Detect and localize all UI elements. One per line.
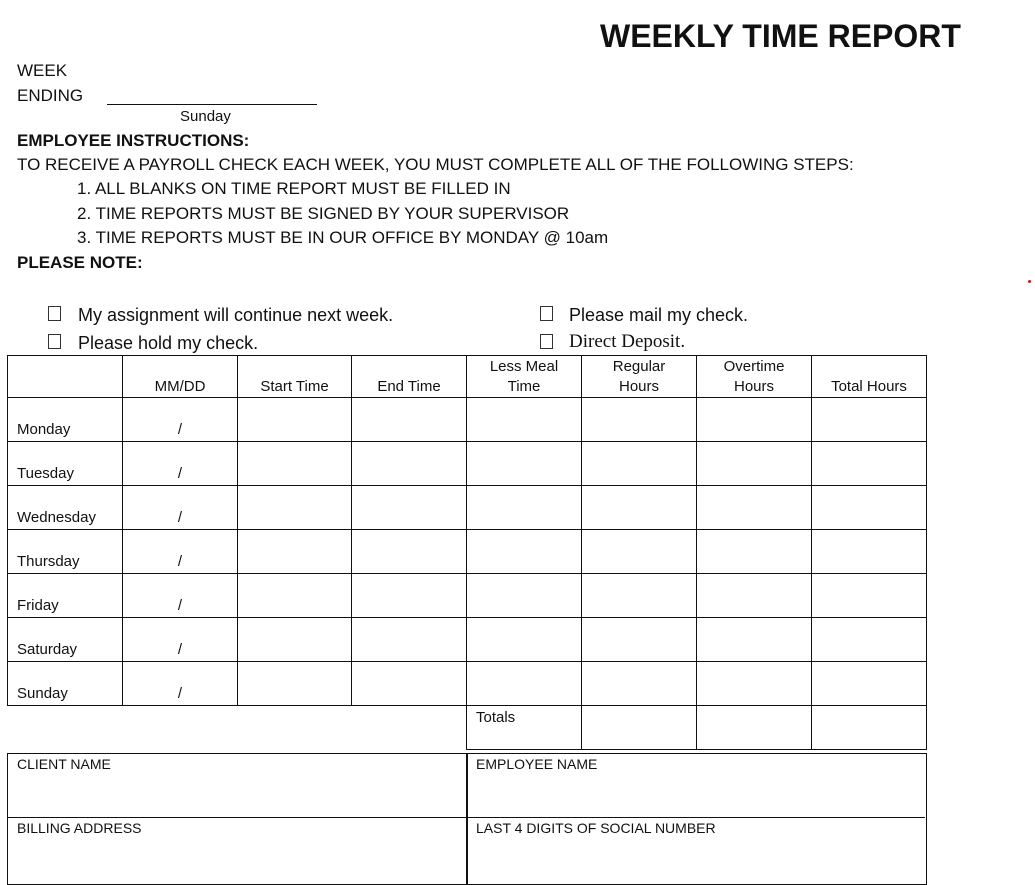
meal-time-cell[interactable] (467, 662, 582, 706)
meal-time-cell[interactable] (467, 442, 582, 486)
table-row (8, 662, 927, 706)
total-hours-cell[interactable] (812, 442, 927, 486)
meal-time-cell[interactable] (467, 530, 582, 574)
day-name: Tuesday (8, 442, 123, 486)
header-total-hours: Total Hours (812, 356, 927, 398)
overtime-hours-cell[interactable] (697, 398, 812, 442)
continue-assignment-label: My assignment will continue next week. (78, 305, 394, 325)
day-name: Sunday (8, 662, 123, 706)
regular-hours-cell[interactable] (582, 442, 697, 486)
regular-hours-cell[interactable] (582, 618, 697, 662)
total-hours-cell[interactable] (812, 486, 927, 530)
day-name: Thursday (8, 530, 123, 574)
total-hours-cell[interactable] (812, 618, 927, 662)
header-overtime-line2: Hours (733, 378, 774, 395)
header-start-time: Start Time (238, 356, 352, 398)
total-hours-cell[interactable] (812, 574, 927, 618)
total-hours-cell[interactable] (812, 530, 927, 574)
mail-check-label: Please mail my check. (569, 305, 749, 325)
hold-check-checkbox[interactable] (48, 334, 61, 349)
overtime-hours-cell[interactable] (697, 618, 812, 662)
meal-time-cell[interactable] (467, 574, 582, 618)
meal-time-cell[interactable] (467, 618, 582, 662)
overtime-hours-cell[interactable] (697, 442, 812, 486)
timesheet-table (7, 355, 927, 750)
header-regular-hours (582, 356, 697, 398)
week-ending-field[interactable] (107, 104, 317, 105)
header-overtime-line1: Overtime (723, 358, 785, 375)
red-dot-mark (1028, 280, 1031, 283)
regular-hours-cell[interactable] (582, 530, 697, 574)
instruction-step: 3. TIME REPORTS MUST BE IN OUR OFFICE BY MONDAY @ 10am (77, 228, 609, 247)
table-row (8, 442, 927, 486)
day-name: Saturday (8, 618, 123, 662)
day-name: Friday (8, 574, 123, 618)
instruction-step: 2. TIME REPORTS MUST BE SIGNED BY YOUR SUPERVISOR (77, 204, 570, 223)
page-title: WEEKLY TIME REPORT (600, 18, 961, 54)
end-time-cell[interactable] (352, 618, 467, 662)
regular-hours-cell[interactable] (582, 398, 697, 442)
table-row (8, 530, 927, 574)
end-time-cell[interactable] (352, 442, 467, 486)
direct-deposit-checkbox[interactable] (540, 334, 553, 349)
start-time-cell[interactable] (238, 574, 352, 618)
totals-label: Totals (467, 706, 582, 750)
total-regular-hours-cell[interactable] (582, 706, 697, 750)
hold-check-label: Please hold my check. (78, 333, 259, 353)
header-regular-line1: Regular (612, 358, 666, 375)
employee-name-label: EMPLOYEE NAME (476, 756, 598, 772)
day-name: Monday (8, 398, 123, 442)
total-hours-cell[interactable] (812, 398, 927, 442)
date-cell[interactable]: / (123, 530, 238, 574)
end-time-cell[interactable] (352, 398, 467, 442)
instructions-heading: EMPLOYEE INSTRUCTIONS: (17, 131, 250, 150)
continue-assignment-checkbox[interactable] (48, 306, 61, 321)
totals-row (8, 706, 927, 750)
table-row (8, 618, 927, 662)
table-row (8, 486, 927, 530)
header-overtime-hours (697, 356, 812, 398)
table-row (8, 574, 927, 618)
date-cell[interactable]: / (123, 574, 238, 618)
header-less-meal-line2: Time (507, 378, 541, 395)
mail-check-checkbox[interactable] (540, 306, 553, 321)
date-cell[interactable]: / (123, 618, 238, 662)
table-header-row (8, 356, 927, 398)
start-time-cell[interactable] (238, 398, 352, 442)
employee-name-field[interactable] (467, 775, 923, 815)
header-regular-line2: Hours (618, 378, 659, 395)
ending-label: ENDING (17, 86, 84, 105)
regular-hours-cell[interactable] (582, 662, 697, 706)
table-row (8, 398, 927, 442)
ssn-last4-field[interactable] (467, 838, 923, 855)
date-cell[interactable]: / (123, 662, 238, 706)
header-less-meal-time (467, 356, 582, 398)
grand-total-hours-cell[interactable] (812, 706, 927, 750)
instructions-intro: TO RECEIVE A PAYROLL CHECK EACH WEEK, YOU MUST COMPLETE ALL OF THE FOLLOWING STEPS: (17, 155, 854, 174)
week-ending-hint: Sunday (180, 108, 231, 125)
end-time-cell[interactable] (352, 530, 467, 574)
week-label: WEEK (17, 61, 68, 80)
start-time-cell[interactable] (238, 486, 352, 530)
header-mmdd: MM/DD (123, 356, 238, 398)
end-time-cell[interactable] (352, 574, 467, 618)
header-less-meal-line1: Less Meal (489, 358, 559, 375)
instruction-step: 1. ALL BLANKS ON TIME REPORT MUST BE FILLED IN (77, 179, 511, 198)
start-time-cell[interactable] (238, 662, 352, 706)
header-end-time: End Time (352, 356, 467, 398)
client-name-field[interactable] (8, 775, 464, 815)
start-time-cell[interactable] (238, 442, 352, 486)
meal-time-cell[interactable] (467, 398, 582, 442)
date-cell[interactable]: / (123, 398, 238, 442)
meal-time-cell[interactable] (467, 486, 582, 530)
info-divider (7, 817, 925, 818)
client-name-label: CLIENT NAME (17, 756, 111, 772)
total-overtime-hours-cell[interactable] (697, 706, 812, 750)
start-time-cell[interactable] (238, 618, 352, 662)
totals-spacer (8, 706, 467, 750)
client-info-box (7, 753, 468, 885)
ssn-last4-label: LAST 4 DIGITS OF SOCIAL NUMBER (476, 820, 716, 836)
day-name: Wednesday (8, 486, 123, 530)
start-time-cell[interactable] (238, 530, 352, 574)
end-time-cell[interactable] (352, 486, 467, 530)
header-day (8, 356, 123, 398)
end-time-cell[interactable] (352, 662, 467, 706)
overtime-hours-cell[interactable] (697, 574, 812, 618)
date-cell[interactable]: / (123, 442, 238, 486)
regular-hours-cell[interactable] (582, 574, 697, 618)
billing-address-label: BILLING ADDRESS (17, 820, 142, 836)
employee-info-box (466, 753, 927, 885)
total-hours-cell[interactable] (812, 662, 927, 706)
regular-hours-cell[interactable] (582, 486, 697, 530)
overtime-hours-cell[interactable] (697, 662, 812, 706)
billing-address-field[interactable] (8, 838, 464, 855)
direct-deposit-label: Direct Deposit. (569, 331, 686, 352)
overtime-hours-cell[interactable] (697, 486, 812, 530)
date-cell[interactable]: / (123, 486, 238, 530)
please-note-heading: PLEASE NOTE: (17, 253, 143, 272)
overtime-hours-cell[interactable] (697, 530, 812, 574)
